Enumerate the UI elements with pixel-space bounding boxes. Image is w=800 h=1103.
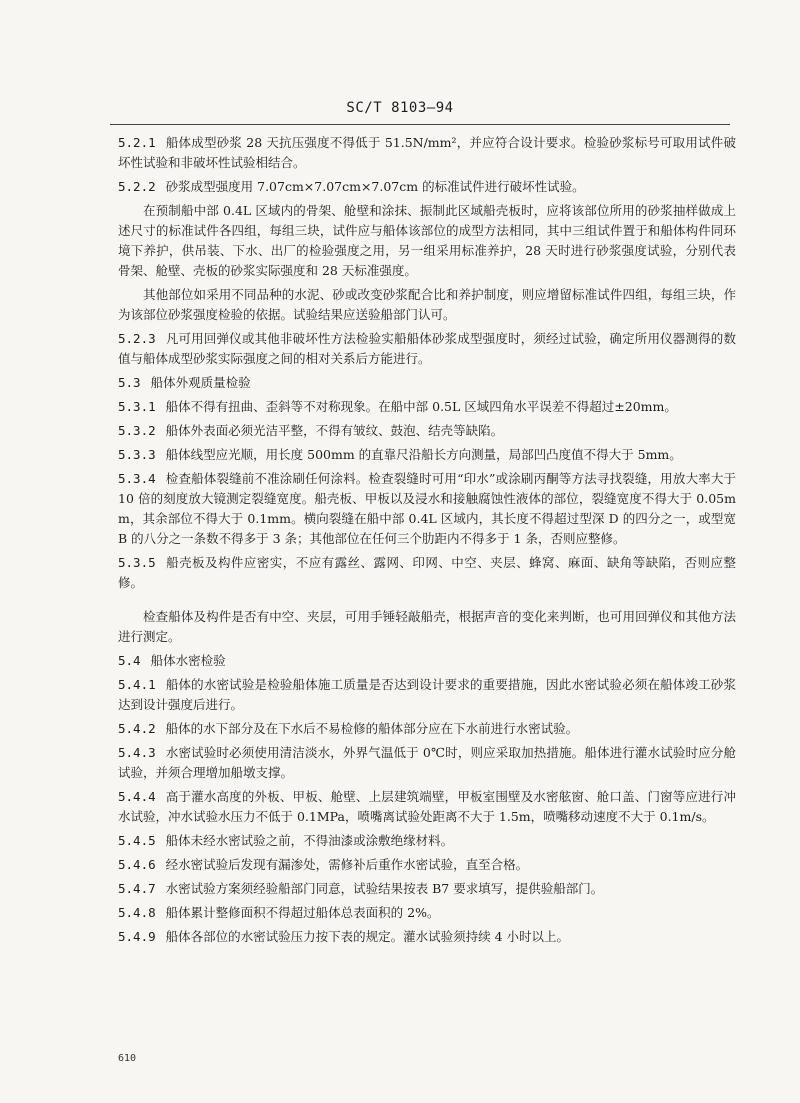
paragraph bbox=[118, 903, 736, 923]
paragraph bbox=[118, 421, 736, 441]
clause-number: 5.4.4 bbox=[118, 789, 156, 804]
clause-number: 5.2.3 bbox=[118, 331, 156, 346]
paragraph bbox=[118, 787, 736, 827]
clause-text: 砂浆成型强度用 7.07cm×7.07cm×7.07cm 的标准试件进行破坏性试验。 bbox=[165, 179, 585, 194]
clause-number: 5.3.2 bbox=[118, 423, 156, 438]
paragraph bbox=[118, 329, 736, 369]
clause-text: 凡可用回弹仪或其他非破坏性方法检验实船船体砂浆成型强度时，须经过试验，确定所用仪器测得的数值与船体成型砂浆实际强度之间的相对关系后方能进行。 bbox=[118, 331, 736, 366]
paragraph bbox=[118, 719, 736, 739]
paragraph bbox=[118, 469, 736, 549]
clause-number: 5.4.2 bbox=[118, 721, 156, 736]
paragraph-spacer bbox=[118, 597, 736, 607]
clause-number: 5.3.3 bbox=[118, 447, 156, 462]
document-body bbox=[118, 133, 736, 951]
clause-text: 船体线型应光顺，用长度 500mm 的直靠尺沿船长方向测量，局部凹凸度值不得大于 5mm。 bbox=[165, 447, 682, 462]
clause-number: 5.4.7 bbox=[118, 881, 156, 896]
clause-text: 船体外表面必须光洁平整，不得有皱纹、鼓泡、结壳等缺陷。 bbox=[165, 423, 504, 438]
paragraph bbox=[118, 607, 736, 647]
paragraph bbox=[118, 133, 736, 173]
paragraph bbox=[118, 743, 736, 783]
clause-number: 5.3.5 bbox=[118, 555, 156, 570]
clause-number: 5.3 bbox=[118, 375, 141, 390]
clause-text: 检查船体及构件是否有中空、夹层，可用手锤轻敲船壳，根据声音的变化来判断，也可用回弹仪和其他方法进行测定。 bbox=[118, 609, 736, 644]
clause-number: 5.4.1 bbox=[118, 677, 156, 692]
clause-text: 船壳板及构件应密实，不应有露丝、露网、印网、中空、夹层、蜂窝、麻面、缺角等缺陷，否则应整修。 bbox=[118, 555, 736, 590]
clause-text: 船体的水下部分及在下水后不易检修的船体部分应在下水前进行水密试验。 bbox=[165, 721, 579, 736]
clause-text: 船体水密检验 bbox=[150, 653, 226, 668]
clause-text: 水密试验方案须经验船部门同意，试验结果按表 B7 要求填写，提供验船部门。 bbox=[165, 881, 604, 896]
paragraph bbox=[118, 373, 736, 393]
clause-number: 5.2.1 bbox=[118, 135, 156, 150]
clause-text: 船体成型砂浆 28 天抗压强度不得低于 51.5N/mm²，并应符合设计要求。检验砂浆标号可取用试件破坏性试验和非破坏性试验相结合。 bbox=[118, 135, 736, 170]
clause-number: 5.2.2 bbox=[118, 179, 156, 194]
clause-number: 5.4.9 bbox=[118, 929, 156, 944]
paragraph bbox=[118, 397, 736, 417]
paragraph bbox=[118, 879, 736, 899]
paragraph bbox=[118, 927, 736, 947]
clause-number: 5.4.5 bbox=[118, 833, 156, 848]
paragraph bbox=[118, 177, 736, 197]
paragraph bbox=[118, 831, 736, 851]
paragraph bbox=[118, 285, 736, 325]
paragraph bbox=[118, 675, 736, 715]
clause-text: 其他部位如采用不同品种的水泥、砂或改变砂浆配合比和养护制度，则应增留标准试件四组，每组三块，作为该部位砂浆强度检验的依据。试验结果应送验船部门认可。 bbox=[118, 287, 736, 322]
standard-code-header: SC/T 8103—94 bbox=[346, 100, 454, 116]
clause-text: 经水密试验后发现有漏渗处，需修补后重作水密试验，直至合格。 bbox=[165, 857, 529, 872]
paragraph bbox=[118, 855, 736, 875]
paragraph bbox=[118, 651, 736, 671]
page-number: 610 bbox=[118, 1053, 137, 1064]
clause-text: 水密试验时必须使用清洁淡水，外界气温低于 0℃时，则应采取加热措施。船体进行灌水试验时应分舱试验，并须合理增加船墩支撑。 bbox=[118, 745, 736, 780]
clause-text: 船体的水密试验是检验船体施工质量是否达到设计要求的重要措施，因此水密试验必须在船体竣工砂浆达到设计强度后进行。 bbox=[118, 677, 736, 712]
clause-text: 在预制船中部 0.4L 区域内的骨架、舱壁和涂抹、振制此区域船壳板时，应将该部位所用的砂浆抽样做成上述尺寸的标准试件各四组，每组三块，试件应与船体该部位的成型方法相同，其中三组试件置于和船体构件同环境下养护，供吊装、下水、出厂的检验强度之用，另一组采用标准养护，28 天时进行砂浆强度试验，分别代表骨架、舱壁、壳板的砂浆实际强度和 28 天标准强度。 bbox=[118, 203, 736, 278]
clause-text: 船体不得有扭曲、歪斜等不对称现象。在船中部 0.5L 区域四角水平误差不得超过±20mm。 bbox=[165, 399, 677, 414]
header-divider bbox=[110, 124, 730, 125]
clause-text: 船体各部位的水密试验压力按下表的规定。灌水试验须持续 4 小时以上。 bbox=[165, 929, 570, 944]
clause-number: 5.4 bbox=[118, 653, 141, 668]
clause-number: 5.4.8 bbox=[118, 905, 156, 920]
clause-text: 船体未经水密试验之前，不得油漆或涂敷绝缘材料。 bbox=[165, 833, 454, 848]
paragraph bbox=[118, 201, 736, 281]
clause-number: 5.4.6 bbox=[118, 857, 156, 872]
clause-number: 5.4.3 bbox=[118, 745, 156, 760]
clause-number: 5.3.1 bbox=[118, 399, 156, 414]
clause-text: 检查船体裂缝前不准涂刷任何涂料。检查裂缝时可用“印水”或涂刷丙酮等方法寻找裂缝，用放大率大于 10 倍的刻度放大镜测定裂缝宽度。船壳板、甲板以及浸水和接触腐蚀性液体的部位，裂缝宽度不得大于 0.05mm，其余部位不得大于 0.1mm。横向裂缝在船中部 0.4L 区域内，其长度不得超过型深 D 的四分之一，或型宽 B 的八分之一条数不得多于 3 条；其他部位在任何三个肋距内不得多于 1 条，否则应整修。 bbox=[118, 471, 736, 546]
clause-number: 5.3.4 bbox=[118, 471, 156, 486]
clause-text: 高于灌水高度的外板、甲板、舱壁、上层建筑端壁，甲板室围壁及水密舷窗、舱口盖、门窗等应进行冲水试验，冲水试验水压力不低于 0.1MPa，喷嘴离试验处距离不大于 1.5m，喷嘴移动速度不大于 0.1m/s。 bbox=[118, 789, 736, 824]
clause-text: 船体外观质量检验 bbox=[150, 375, 251, 390]
paragraph bbox=[118, 553, 736, 593]
paragraph bbox=[118, 445, 736, 465]
clause-text: 船体累计整修面积不得超过船体总表面积的 2%。 bbox=[165, 905, 440, 920]
